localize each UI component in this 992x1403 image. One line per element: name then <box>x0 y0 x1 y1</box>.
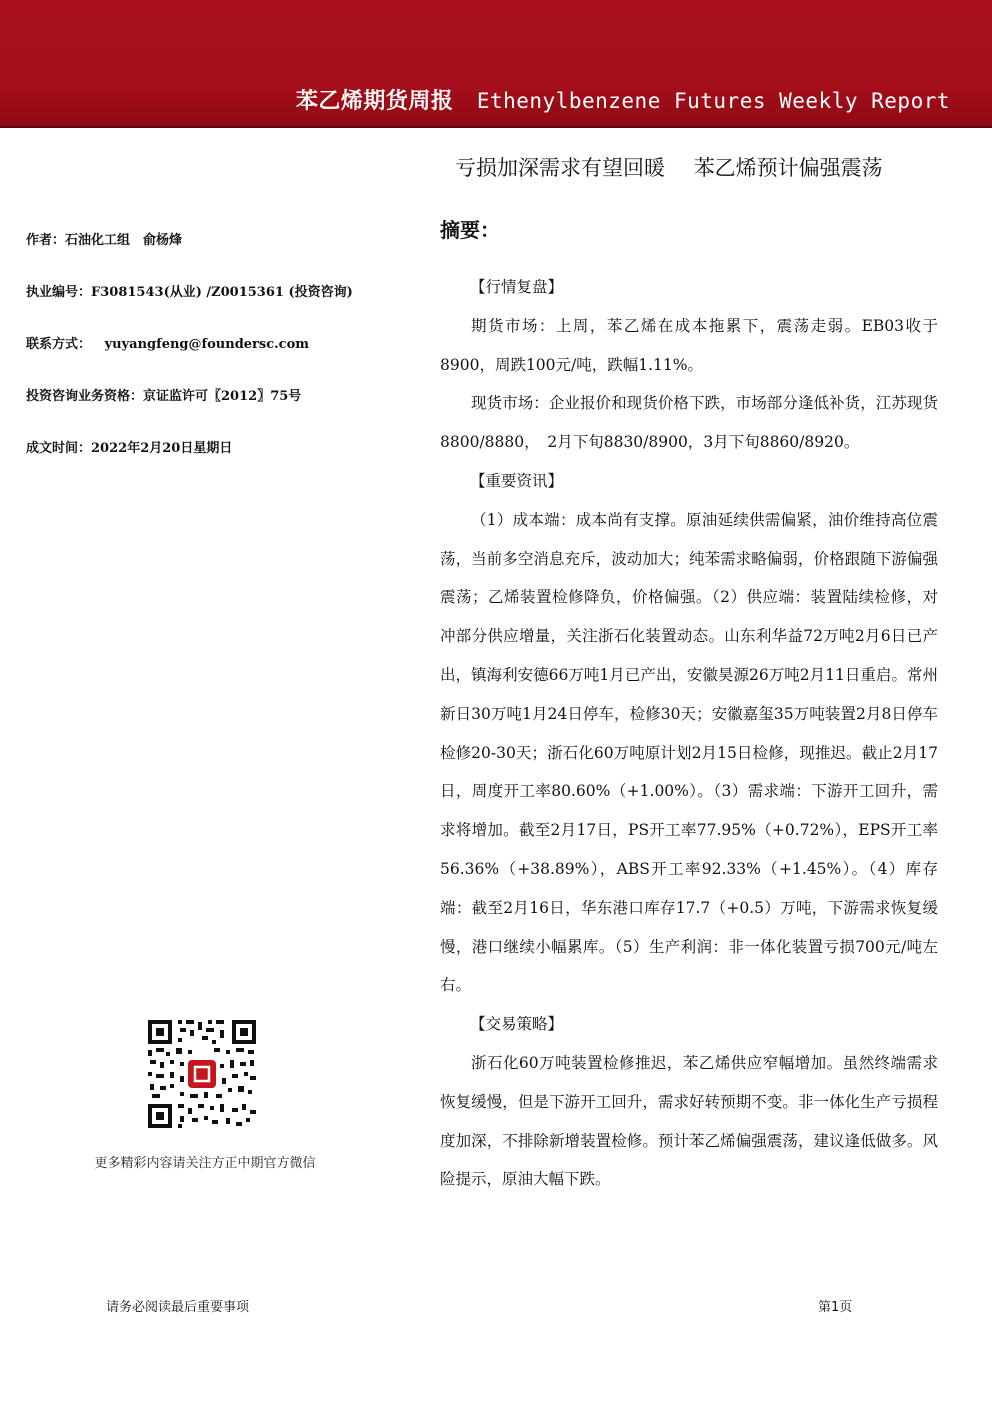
qualification-value: 京证监许可〖2012〗75号 <box>143 389 302 404</box>
date-label: 成文时间： <box>26 441 92 456</box>
header-divider <box>0 126 992 128</box>
contact-email[interactable]: yuyangfeng@foundersc.com <box>104 337 310 352</box>
qr-code-icon <box>146 1018 258 1130</box>
section-heading-key-news: 【重要资讯】 <box>470 471 564 490</box>
qualification-label: 投资咨询业务资格： <box>26 389 144 404</box>
report-title-en: Ethenylbenzene Futures Weekly Report <box>476 89 950 113</box>
author-row <box>26 232 416 284</box>
license-label: 执业编号： <box>26 285 92 300</box>
contact-label: 联系方式： <box>26 337 92 352</box>
section-heading-market-review: 【行情复盘】 <box>470 278 564 296</box>
wechat-qr-code[interactable] <box>146 1018 258 1130</box>
headline-part-1: 亏损加深需求有望回暖 <box>455 156 665 180</box>
report-title <box>296 84 950 115</box>
date-value: 2022年2月20日星期日 <box>91 441 233 456</box>
summary-heading: 摘要： <box>440 218 500 242</box>
date-row <box>26 440 416 492</box>
article-headline <box>455 152 975 182</box>
paragraph-futures-market: 期货市场：上周，苯乙烯在成本拖累下，震荡走弱。EB03收于8900，周跌100元/吨，跌幅1.11%。 <box>440 316 938 374</box>
summary-body <box>440 268 938 1199</box>
contact-row <box>26 336 416 388</box>
section-heading-trading-strategy: 【交易策略】 <box>470 1015 564 1034</box>
paragraph-spot-market: 现货市场：企业报价和现货价格下跌，市场部分逢低补货，江苏现货8800/8880， 2月下旬8830/8900，3月下旬8860/8920。 <box>440 394 938 452</box>
page-number: 第1页 <box>818 1300 853 1315</box>
qualification-row <box>26 388 416 440</box>
paragraph-key-news: （1）成本端：成本尚有支撑。原油延续供需偏紧，油价维持高位震荡，当前多空消息充斥，波动加大；纯苯需求略偏弱，价格跟随下游偏强震荡；乙烯装置检修降负，价格偏强。（2）供应端：装置陆续检修，对冲部分供应增量，关注浙石化装置动态。山东利华益72万吨2月6日已产出，镇海利安德66万吨1月已产出，安徽昊源26万吨2月11日重启。常州新日30万吨1月24日停车，检修30天；安徽嘉玺35万吨装置2月8日停车检修20-30天；浙石化60万吨原计划2月15日检修，现推迟。截止2月17日，周度开工率80.60%（+1.00%）。（3）需求端：下游开工回升，需求将增加。截至2月17日，PS开工率77.95%（+0.72%），EPS开工率56.36%（+38.89%），ABS开工率92.33%（+1.45%）。（4）库存端：截至2月16日，华东港口库存17.7（+0.5）万吨，下游需求恢复缓慢，港口继续小幅累库。（5）生产利润：非一体化装置亏损700元/吨左右。 <box>440 510 938 995</box>
license-row <box>26 284 416 336</box>
license-value: F3081543(从业) /Z0015361 (投资咨询) <box>91 285 353 300</box>
report-title-zh: 苯乙烯期货周报 <box>295 89 454 114</box>
author-info-sidebar <box>26 232 416 492</box>
headline-part-2: 苯乙烯预计偏强震荡 <box>693 156 883 180</box>
qr-caption: 更多精彩内容请关注方正中期官方微信 <box>94 1156 316 1171</box>
paragraph-trading-strategy: 浙石化60万吨装置检修推迟，苯乙烯供应窄幅增加。虽然终端需求恢复缓慢，但是下游开工回升，需求好转预期不变。非一体化生产亏损程度加深，不排除新增装置检修。预计苯乙烯偏强震荡，建议逢低做多。风险提示，原油大幅下跌。 <box>440 1053 938 1189</box>
author-label: 作者： <box>26 233 66 248</box>
footer-disclaimer-notice: 请务必阅读最后重要事项 <box>106 1300 250 1315</box>
author-value: 石油化工组 俞杨烽 <box>65 233 183 248</box>
